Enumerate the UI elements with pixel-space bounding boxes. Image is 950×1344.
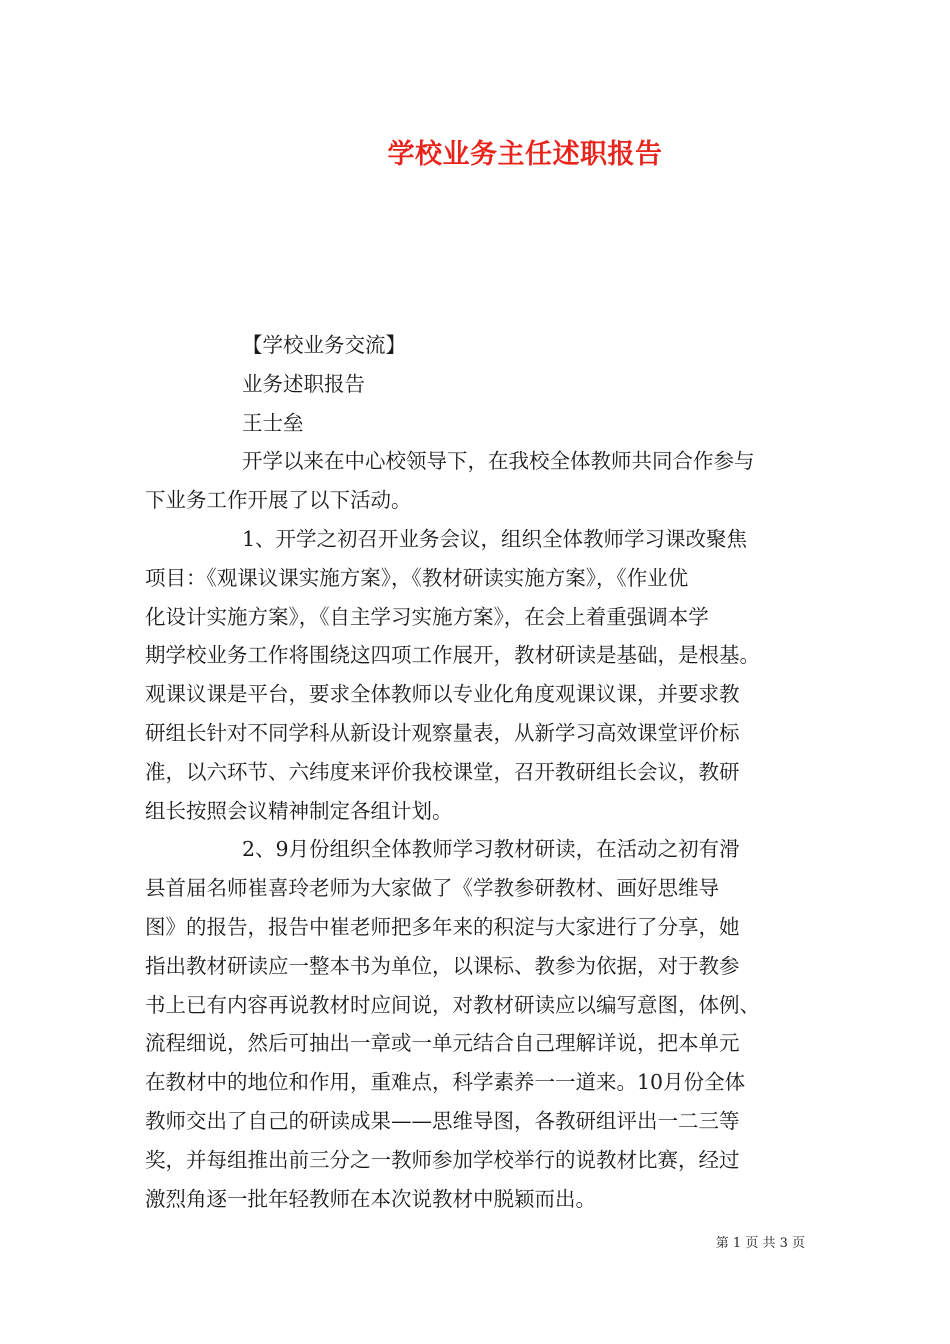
paragraph-line: 县首届名师崔喜玲老师为大家做了《学教参研教材、画好思维导 <box>145 876 719 901</box>
paragraph-line: 流程细说，然后可抽出一章或一单元结合自己理解详说，把本单元 <box>145 1031 740 1056</box>
document-title <box>0 132 950 171</box>
paragraph-item-1 <box>145 520 805 830</box>
page-number: 第 1 页 共 3 页 <box>715 1236 805 1251</box>
document-body <box>145 326 805 1218</box>
paragraph-line: 观课议课是平台，要求全体教师以专业化角度观课议课，并要求教 <box>145 682 740 707</box>
paragraph-line: 研组长针对不同学科从新设计观察量表，从新学习高效课堂评价标 <box>145 720 740 745</box>
paragraph-line: 2、9月份组织全体教师学习教材研读，在活动之初有滑 <box>242 837 740 862</box>
paragraph-line: 期学校业务工作将围绕这四项工作展开，教材研读是基础，是根基。 <box>145 643 760 668</box>
paragraph-line: 激烈角逐一批年轻教师在本次说教材中脱颖而出。 <box>145 1186 596 1211</box>
paragraph-line: 准，以六环节、六纬度来评价我校课堂，召开教研组长会议，教研 <box>145 759 740 784</box>
header-line: 【学校业务交流】 <box>242 333 406 357</box>
paragraph-line: 1、开学之初召开业务会议，组织全体教师学习课改聚焦 <box>242 526 748 551</box>
paragraph-line: 书上已有内容再说教材时应间说，对教材研读应以编写意图，体例、 <box>145 992 760 1017</box>
document-title-text: 学校业务主任述职报告 <box>387 139 663 170</box>
paragraph-line: 指出教材研读应一整本书为单位，以课标、教参为依据，对于教参 <box>145 953 740 978</box>
paragraph-line: 在教材中的地位和作用，重难点，科学素养一一道来。10月份全体 <box>145 1070 746 1095</box>
paragraph-line: 奖，并每组推出前三分之一教师参加学校举行的说教材比赛，经过 <box>145 1147 740 1172</box>
paragraph-line: 项目：《观课议课实施方案》，《教材研读实施方案》，《作业优 <box>145 565 689 590</box>
paragraph-line: 化设计实施方案》，《自主学习实施方案》，在会上着重强调本学 <box>145 604 709 629</box>
paragraph-intro <box>145 442 805 520</box>
paragraph-item-2 <box>145 830 805 1218</box>
paragraph-line: 开学以来在中心校领导下，在我校全体教师共同合作参与 <box>242 449 755 474</box>
header-line: 王士垒 <box>242 410 304 435</box>
paragraph-line: 组长按照会议精神制定各组计划。 <box>145 798 453 823</box>
paragraph-line: 图》的报告，报告中崔老师把多年来的积淀与大家进行了分享，她 <box>145 914 740 939</box>
header-line: 业务述职报告 <box>242 371 365 396</box>
paragraph-line: 教师交出了自己的研读成果——思维导图，各教研组评出一二三等 <box>145 1108 740 1133</box>
paragraph-line: 下业务工作开展了以下活动。 <box>145 488 412 513</box>
